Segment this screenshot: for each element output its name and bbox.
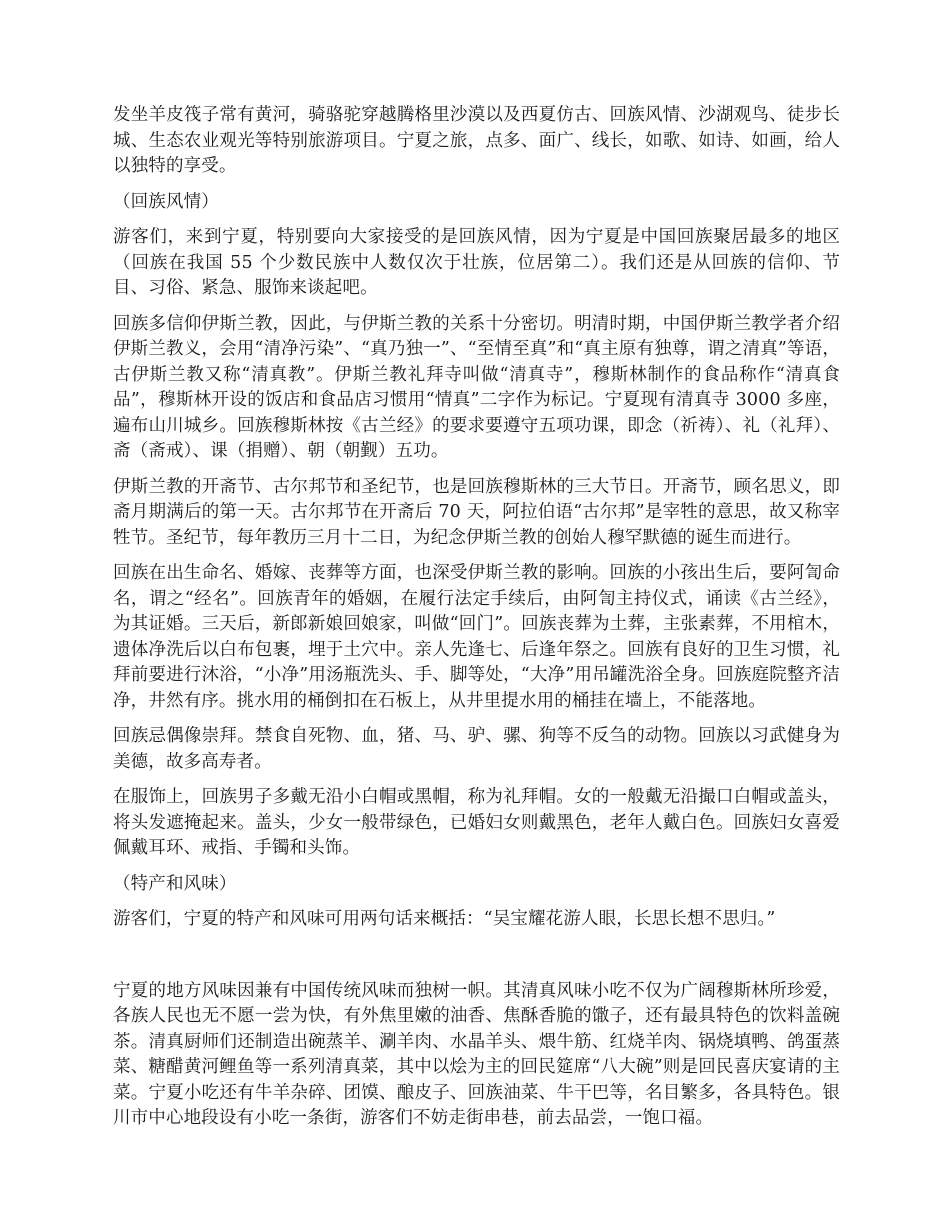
paragraph-islam-belief: 回族多信仰伊斯兰教，因此，与伊斯兰教的关系十分密切。明清时期，中国伊斯兰教学者介绍伊斯兰教义，会用“清净污染”、“真乃独一”、“至情至真”和“真主原有独尊，谓之清真”等语，古伊斯兰教又称“清真教”。伊斯兰教礼拜寺叫做“清真寺”，穆斯林制作的食品称作“清真食品”，穆斯林开设的饭店和食品店习惯用“情真”二字作为标记。宁夏现有清真寺 3000 多座，遍布山川城乡。回族穆斯林按《古兰经》的要求要遵守五项功课，即念（祈祷）、礼（礼拜）、斋（斋戒）、课（捐赠）、朝（朝觐）五功。 (113, 313, 840, 461)
paragraph-intro: 发坐羊皮筏子常有黄河，骑骆驼穿越腾格里沙漠以及西夏仿古、回族风情、沙湖观鸟、徒步长城、生态农业观光等特别旅游项目。宁夏之旅，点多、面广、线长，如歌、如诗、如画，给人以独特的享受。 (113, 105, 840, 176)
paragraph-clothing: 在服饰上，回族男子多戴无沿小白帽或黑帽，称为礼拜帽。女的一般戴无沿撮口白帽或盖头，将头发遮掩起来。盖头，少女一般带绿色，已婚妇女则戴黑色，老年人戴白色。回族妇女喜爱佩戴耳环、戒指、手镯和头饰。 (113, 787, 840, 858)
paragraph-customs: 回族在出生命名、婚嫁、丧葬等方面，也深受伊斯兰教的影响。回族的小孩出生后，要阿訇命名，谓之“经名”。回族青年的婚姻，在履行法定手续后，由阿訇主持仪式，诵读《古兰经》，为其证婚。三天后，新郎新娘回娘家，叫做“回门”。回族丧葬为土葬，主张素葬，不用棺木，遗体净洗后以白布包裹，埋于土穴中。亲人先逢七、后逢年祭之。回族有良好的卫生习惯，礼拜前要进行沐浴，“小净”用汤瓶洗头、手、脚等处，“大净”用吊罐洗浴全身。回族庭院整齐洁净，井然有序。挑水用的桶倒扣在石板上，从井里提水用的桶挂在墙上，不能落地。 (113, 563, 840, 711)
paragraph-specialties-intro: 游客们，宁夏的特产和风味可用两句话来概括：“吴宝耀花游人眼，长思长想不思归。” (113, 909, 776, 929)
document-body (113, 103, 840, 1142)
paragraph-spacer (113, 943, 840, 979)
section-heading-specialties: （特产和风味） (113, 873, 237, 894)
paragraph-local-flavors: 宁夏的地方风味因兼有中国传统风味而独树一帜。其清真风味小吃不仅为广阔穆斯林所珍爱，各族人民也无不愿一尝为快，有外焦里嫩的油香、焦酥香脆的馓子，还有最具特色的饮料盖碗茶。清真厨师们还制造出碗蒸羊、涮羊肉、水晶羊头、煨牛筋、红烧羊肉、锅烧填鸭、鸽蛋蒸菜、糖醋黄河鲤鱼等一系列清真菜，其中以烩为主的回民筵席“八大碗”则是回民喜庆宴请的主菜。宁夏小吃还有牛羊杂碎、团馍、酿皮子、回族油菜、牛干巴等，名目繁多，各具特色。银川市中心地段设有小吃一条街，游客们不妨走街串巷，前去品尝，一饱口福。 (113, 980, 840, 1128)
section-heading-hui-customs: （回族风情） (113, 191, 219, 212)
paragraph-hui-overview: 游客们，来到宁夏，特别要向大家接受的是回族风情，因为宁夏是中国回族聚居最多的地区（回族在我国 55 个少数民族中人数仅次于壮族，位居第二）。我们还是从回族的信仰、节目、习俗、紧急、服饰来谈起吧。 (113, 227, 840, 298)
paragraph-taboos: 回族忌偶像崇拜。禁食自死物、血，猪、马、驴、骡、狗等不反刍的动物。回族以习武健身为美德，故多高寿者。 (113, 726, 840, 772)
paragraph-festivals: 伊斯兰教的开斋节、古尔邦节和圣纪节，也是回族穆斯林的三大节日。开斋节，顾名思义，即斋月期满后的第一天。古尔邦节在开斋后 70 天，阿拉伯语“古尔邦”是宰牲的意思，故又称宰牲节。圣纪节，每年教历三月十二日，为纪念伊斯兰教的创始人穆罕默德的诞生而进行。 (113, 476, 840, 548)
